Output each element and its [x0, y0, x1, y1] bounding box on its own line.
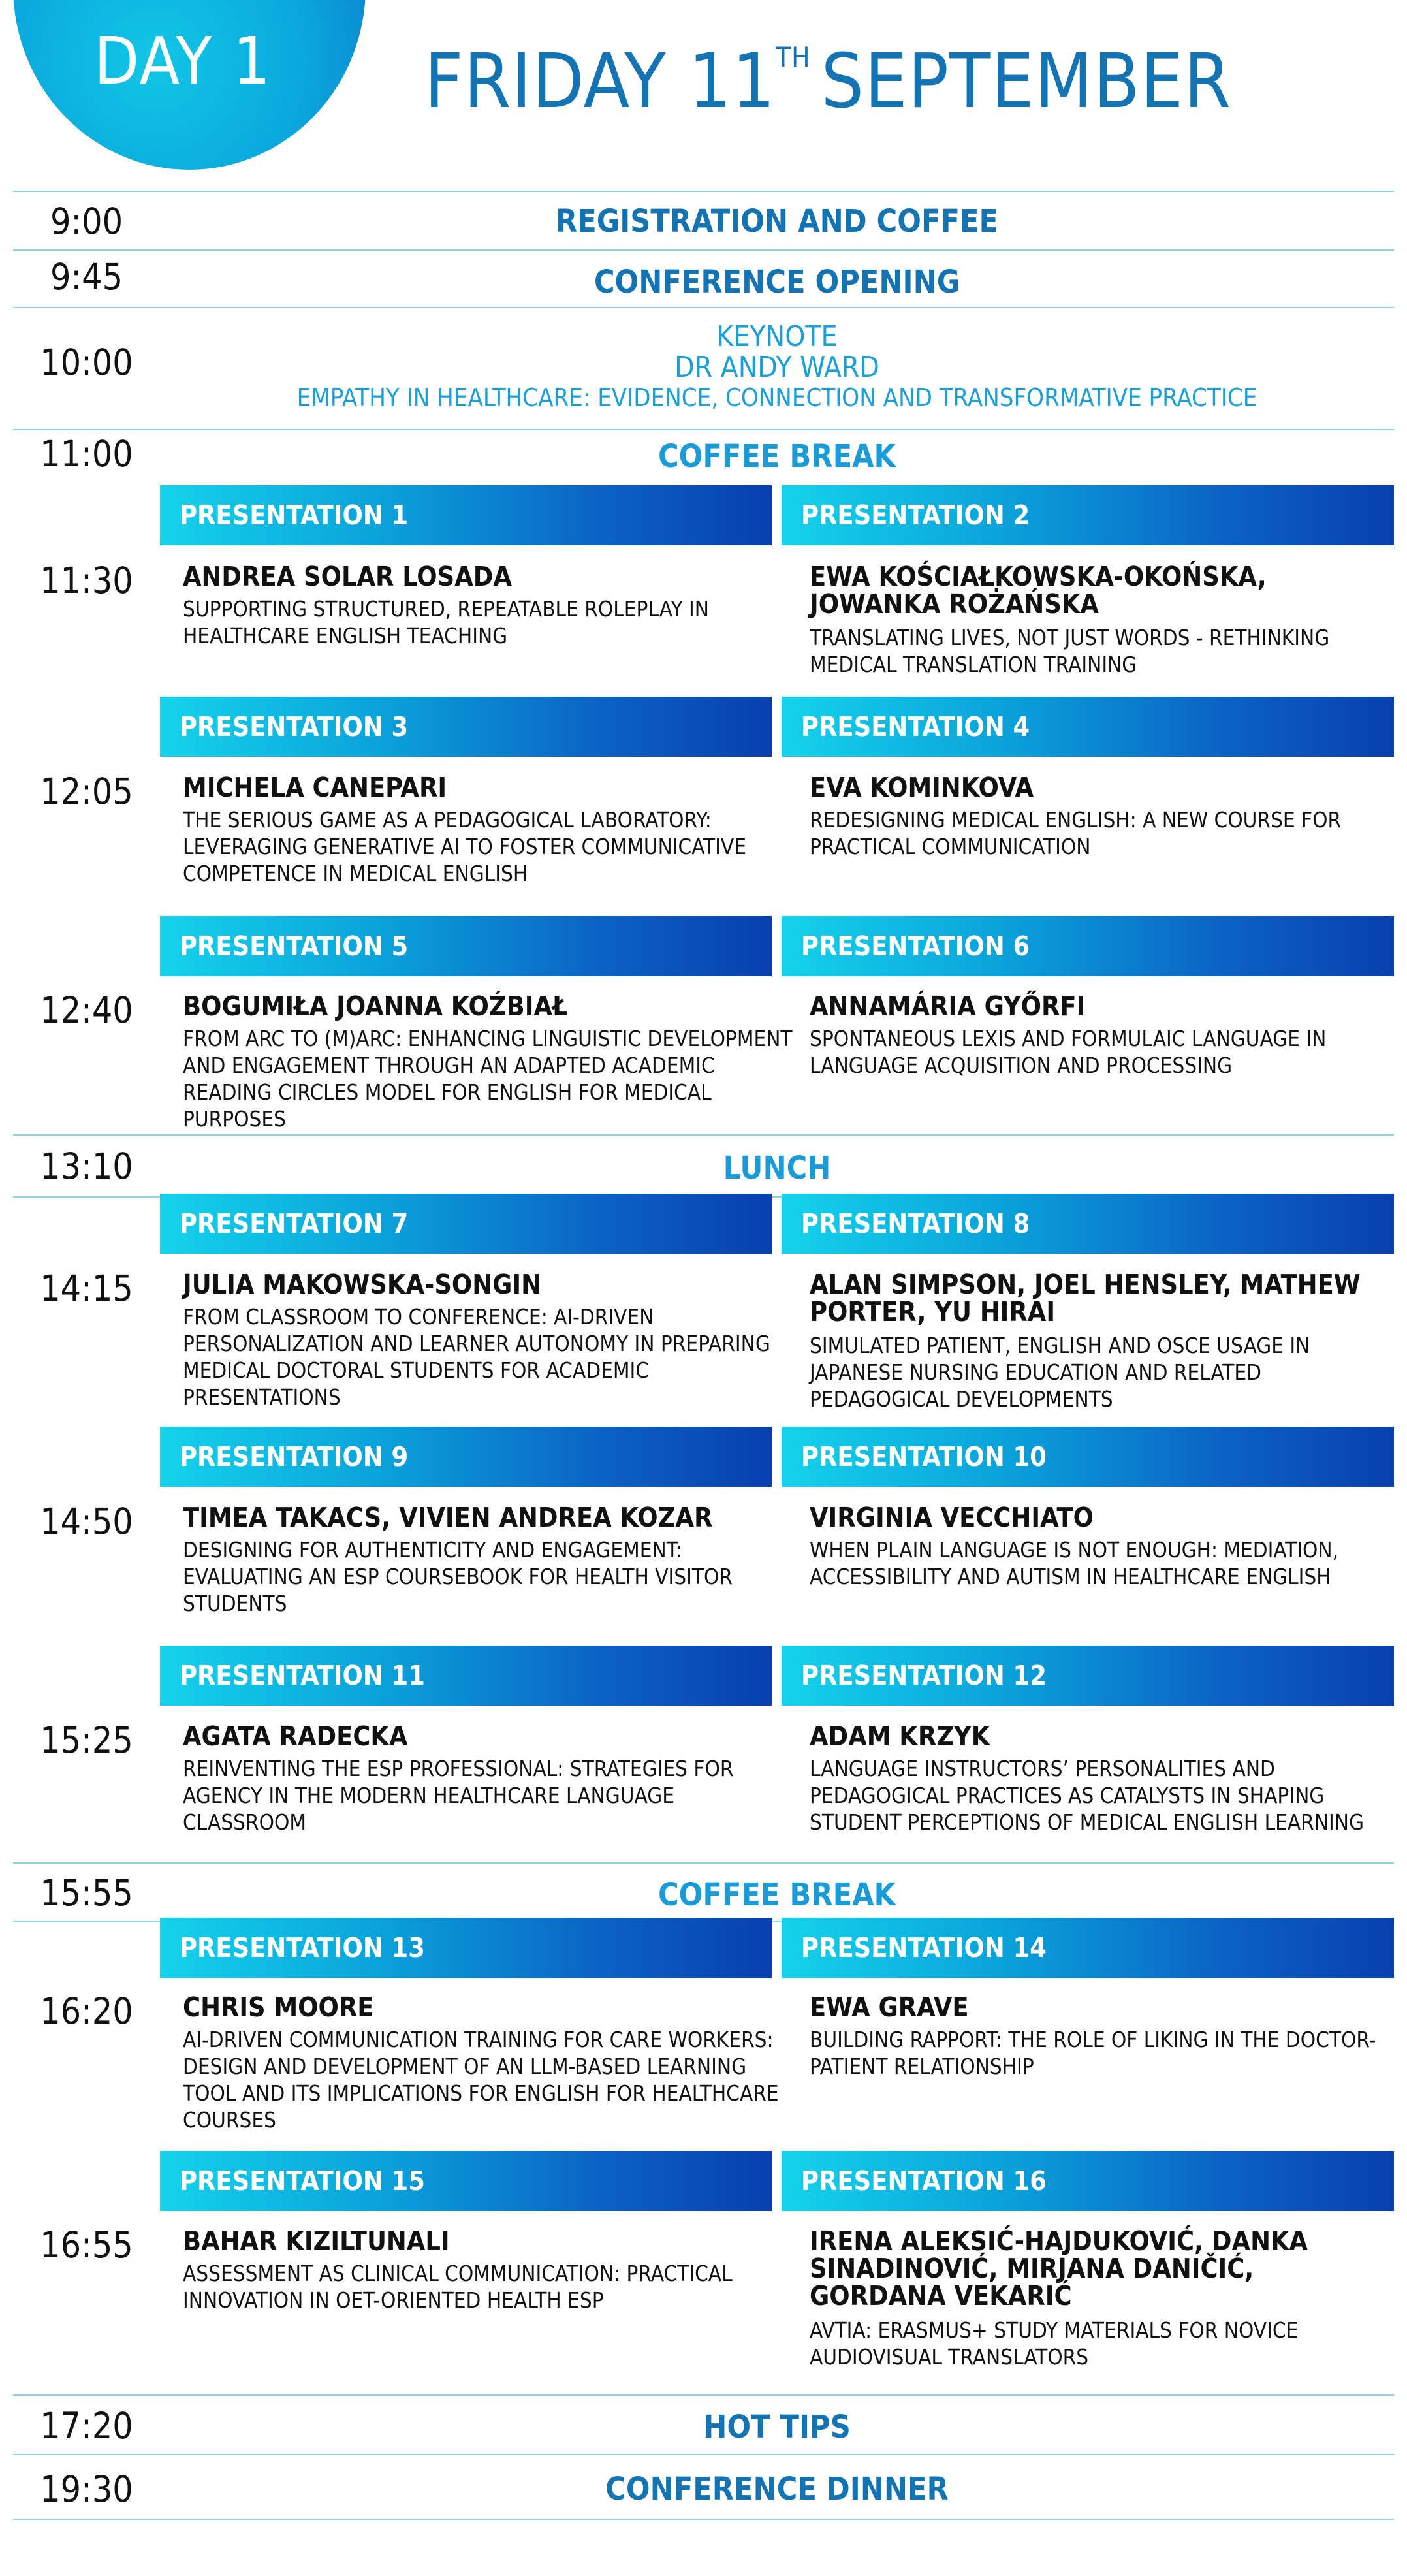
session-time: 14:50 — [40, 1501, 133, 1542]
speaker-name: JULIA MAKOWSKA-SONGIN — [183, 1269, 541, 1300]
session-time: 14:15 — [40, 1267, 133, 1309]
speaker-name: IRENA ALEKSIĆ-HAJDUKOVIĆ, DANKA SINADINOVIĆ, MIRJANA DANIČIĆ, GORDANA VEKARIĆ — [810, 2225, 1308, 2312]
divider — [13, 249, 1394, 251]
presentation-header: PRESENTATION 5 — [160, 916, 772, 976]
divider — [13, 2394, 1394, 2396]
speaker-name: EWA KOŚCIAŁKOWSKA-OKOŃSKA, JOWANKA ROŻAŃSKA — [810, 561, 1267, 620]
coffee-break-title: COFFEE BREAK — [657, 1877, 896, 1913]
speaker-name: BOGUMIŁA JOANNA KOŹBIAŁ — [183, 991, 568, 1022]
presentation-header: PRESENTATION 6 — [782, 916, 1394, 976]
presentation-header: PRESENTATION 15 — [160, 2151, 772, 2211]
presentation-header: PRESENTATION 1 — [160, 485, 772, 545]
presentation-title: BUILDING RAPPORT: THE ROLE OF LIKING IN THE DOCTOR-PATIENT RELATIONSHIP — [810, 2027, 1376, 2079]
coffee-break-title: COFFEE BREAK — [657, 438, 896, 475]
presentation-title: TRANSLATING LIVES, NOT JUST WORDS - RETHINKING MEDICAL TRANSLATION TRAINING — [810, 625, 1330, 677]
title-month: SEPTEMBER — [821, 38, 1231, 125]
speaker-name: MICHELA CANEPARI — [183, 772, 447, 803]
title-date: FRIDAY 11 — [424, 38, 776, 125]
speaker-name: CHRIS MOORE — [183, 1992, 374, 2023]
page-title — [424, 38, 1231, 125]
presentation-title: REDESIGNING MEDICAL ENGLISH: A NEW COURSE FOR PRACTICAL COMMUNICATION — [810, 807, 1342, 859]
speaker-name: EVA KOMINKOVA — [810, 772, 1034, 803]
session-time: 12:40 — [40, 989, 133, 1031]
day-label: DAY 1 — [93, 23, 272, 99]
divider — [13, 1134, 1394, 1136]
presentation-title: LANGUAGE INSTRUCTORS’ PERSONALITIES AND PEDAGOGICAL PRACTICES AS CATALYSTS IN SHAPING STUDENT PERCEPTIONS OF MEDICAL ENGLISH LEARNING — [810, 1756, 1364, 1835]
presentation-header: PRESENTATION 12 — [782, 1646, 1394, 1706]
time-opening: 9:45 — [50, 256, 123, 298]
presentation-title: SIMULATED PATIENT, ENGLISH AND OSCE USAGE IN JAPANESE NURSING EDUCATION AND RELATED PEDAGOGICAL DEVELOPMENTS — [810, 1333, 1310, 1412]
speaker-name: ANDREA SOLAR LOSADA — [183, 561, 512, 592]
presentation-header: PRESENTATION 2 — [782, 485, 1394, 545]
speaker-name: ALAN SIMPSON, JOEL HENSLEY, MATHEW PORTER, YU HIRAI — [810, 1269, 1361, 1328]
presentation-header: PRESENTATION 3 — [160, 697, 772, 757]
divider — [13, 1862, 1394, 1864]
time-registration: 9:00 — [50, 200, 123, 242]
divider — [13, 191, 1394, 192]
keynote-speaker: DR ANDY WARD — [674, 351, 879, 384]
presentation-title: THE SERIOUS GAME AS A PEDAGOGICAL LABORATORY: LEVERAGING GENERATIVE AI TO FOSTER COMMUNICATIVE COMPETENCE IN MEDICAL ENGLISH — [183, 807, 746, 886]
presentation-title: FROM ARC TO (M)ARC: ENHANCING LINGUISTIC DEVELOPMENT AND ENGAGEMENT THROUGH AN ADAPTED ACADEMIC READING CIRCLES MODEL FOR ENGLISH FOR MEDICAL PURPOSES — [183, 1026, 793, 1132]
presentation-header: PRESENTATION 11 — [160, 1646, 772, 1706]
session-time: 15:25 — [40, 1719, 133, 1761]
divider — [13, 307, 1394, 308]
session-time: 12:05 — [40, 771, 133, 812]
presentation-title: DESIGNING FOR AUTHENTICITY AND ENGAGEMENT: EVALUATING AN ESP COURSEBOOK FOR HEALTH VISITOR STUDENTS — [183, 1537, 733, 1616]
divider — [13, 2519, 1394, 2520]
presentation-header: PRESENTATION 14 — [782, 1918, 1394, 1978]
keynote-title: EMPATHY IN HEALTHCARE: EVIDENCE, CONNECTION AND TRANSFORMATIVE PRACTICE — [296, 383, 1257, 412]
keynote-label: KEYNOTE — [716, 320, 838, 353]
speaker-name: AGATA RADECKA — [183, 1721, 408, 1752]
speaker-name: TIMEA TAKACS, VIVIEN ANDREA KOZAR — [183, 1502, 713, 1533]
dinner-title: CONFERENCE DINNER — [605, 2471, 949, 2507]
presentation-header: PRESENTATION 9 — [160, 1427, 772, 1487]
presentation-header: PRESENTATION 8 — [782, 1194, 1394, 1254]
keynote-block — [160, 321, 1394, 413]
session-time: 11:30 — [40, 560, 133, 601]
presentation-header: PRESENTATION 13 — [160, 1918, 772, 1978]
presentation-title: AVTIA: ERASMUS+ STUDY MATERIALS FOR NOVICE AUDIOVISUAL TRANSLATORS — [810, 2317, 1299, 2370]
presentation-title: SPONTANEOUS LEXIS AND FORMULAIC LANGUAGE IN LANGUAGE ACQUISITION AND PROCESSING — [810, 1026, 1327, 1078]
lunch-title: LUNCH — [723, 1150, 831, 1186]
speaker-name: EWA GRAVE — [810, 1992, 969, 2023]
presentation-title: FROM CLASSROOM TO CONFERENCE: AI-DRIVEN PERSONALIZATION AND LEARNER AUTONOMY IN PREPARING MEDICAL DOCTORAL STUDENTS FOR ACADEMIC PRESENTATIONS — [183, 1304, 770, 1410]
registration-title: REGISTRATION AND COFFEE — [555, 203, 999, 240]
opening-title: CONFERENCE OPENING — [593, 264, 960, 300]
time-hot-tips: 17:20 — [40, 2405, 133, 2447]
presentation-title: SUPPORTING STRUCTURED, REPEATABLE ROLEPLAY IN HEALTHCARE ENGLISH TEACHING — [183, 596, 709, 648]
time-dinner: 19:30 — [40, 2468, 133, 2510]
presentation-title: AI-DRIVEN COMMUNICATION TRAINING FOR CARE WORKERS: DESIGN AND DEVELOPMENT OF AN LLM-BASED LEARNING TOOL AND ITS IMPLICATIONS FOR ENGLISH FOR HEALTHCARE COURSES — [183, 2027, 779, 2133]
presentation-header: PRESENTATION 16 — [782, 2151, 1394, 2211]
session-time: 16:55 — [40, 2224, 133, 2266]
divider — [13, 2454, 1394, 2455]
time-coffee-break: 15:55 — [40, 1872, 133, 1914]
speaker-name: VIRGINIA VECCHIATO — [810, 1502, 1094, 1533]
presentation-title: WHEN PLAIN LANGUAGE IS NOT ENOUGH: MEDIATION, ACCESSIBILITY AND AUTISM IN HEALTHCARE ENGLISH — [810, 1537, 1338, 1589]
presentation-title: REINVENTING THE ESP PROFESSIONAL: STRATEGIES FOR AGENCY IN THE MODERN HEALTHCARE LANGUAGE CLASSROOM — [183, 1756, 734, 1835]
time-keynote: 10:00 — [40, 342, 133, 383]
presentation-header: PRESENTATION 7 — [160, 1194, 772, 1254]
presentation-header: PRESENTATION 4 — [782, 697, 1394, 757]
presentation-header: PRESENTATION 10 — [782, 1427, 1394, 1487]
speaker-name: BAHAR KIZILTUNALI — [183, 2225, 450, 2257]
session-time: 16:20 — [40, 1990, 133, 2032]
divider — [13, 429, 1394, 430]
speaker-name: ADAM KRZYK — [810, 1721, 990, 1752]
hot-tips-title: HOT TIPS — [703, 2409, 851, 2445]
speaker-name: ANNAMÁRIA GYŐRFI — [810, 991, 1086, 1022]
title-ordinal: TH — [776, 41, 811, 73]
time-coffee-break: 11:00 — [40, 433, 133, 475]
presentation-title: ASSESSMENT AS CLINICAL COMMUNICATION: PRACTICAL INNOVATION IN OET-ORIENTED HEALTH ESP — [183, 2261, 733, 2313]
time-lunch: 13:10 — [40, 1145, 133, 1187]
